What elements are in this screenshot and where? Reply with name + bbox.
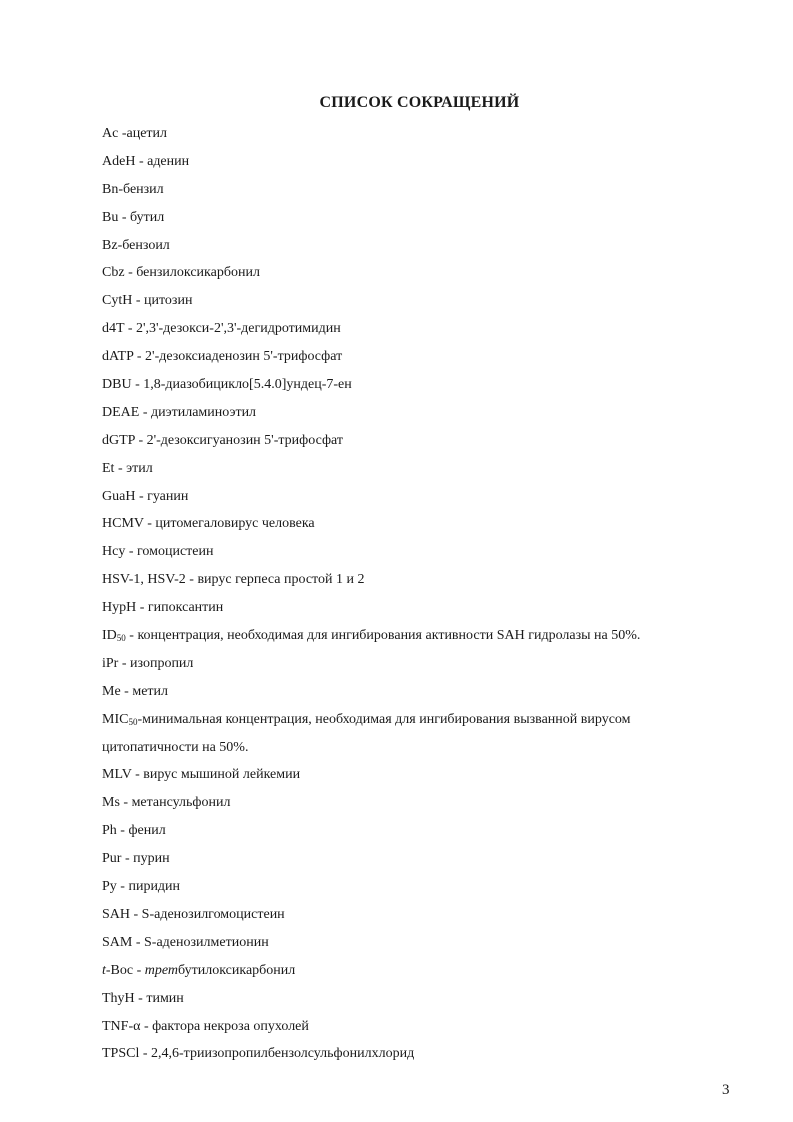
list-item: Et - этил: [102, 460, 153, 476]
list-item: [102, 706, 762, 762]
list-item: Pur - пурин: [102, 851, 170, 867]
list-item: TNF-α - фактора некроза опухолей: [102, 1018, 309, 1034]
list-item: $ID_{50}$ - концентрация, необходимая для ингибирования активности SAH гидролазы на 50%.: [102, 628, 641, 644]
list-item: HCMV - цитомегаловирус человека: [102, 516, 315, 532]
list-item-line-1: $MIC_{50}$-минимальная концентрация, необходимая для ингибирования вызванной вирусом: [102, 711, 631, 727]
list-item: Bn-бензил: [102, 181, 164, 197]
list-item: d4T - 2',3'-дезокси-2',3'-дегидротимидин: [102, 321, 341, 337]
list-item: SAM - S-аденозилметионин: [102, 934, 269, 950]
page-title: СПИСОК СОКРАЩЕНИЙ: [319, 94, 520, 111]
list-item: HSV-1, HSV-2 - вирус герпеса простой 1 и 2: [102, 572, 365, 588]
list-item: AdeH - аденин: [102, 153, 190, 169]
list-item: MLV - вирус мышиной лейкемии: [102, 767, 301, 783]
list-item: SAH - S-аденозилгомоцистеин: [102, 906, 285, 922]
list-item: Ph - фенил: [102, 823, 166, 839]
list-item: DBU - 1,8-диазобицикло[5.4.0]ундец-7-ен: [102, 377, 352, 393]
list-item: Ms - метансульфонил: [102, 795, 231, 811]
list-item: Py - пиридин: [102, 879, 181, 895]
list-item: TPSCl - 2,4,6-триизопропилбензолсульфонилхлорид: [102, 1046, 415, 1062]
list-item: Cbz - бензилоксикарбонил: [102, 265, 260, 281]
list-item: Bz-бензоил: [102, 237, 170, 253]
list-item: t-Boc - третбутилоксикарбонил: [102, 962, 296, 978]
list-item: iPr - изопропил: [102, 655, 194, 671]
list-item: Bu - бутил: [102, 209, 165, 225]
list-item-line-2: цитопатичности на 50%.: [102, 739, 249, 755]
list-item: Me - метил: [102, 683, 169, 699]
list-item: CytH - цитозин: [102, 293, 193, 309]
list-item: Hcy - гомоцистеин: [102, 544, 214, 560]
list-item: HypH - гипоксантин: [102, 600, 224, 616]
page-number: 3: [722, 1082, 730, 1098]
list-item: ThyH - тимин: [102, 990, 184, 1006]
list-item: DEAE - диэтиламиноэтил: [102, 404, 257, 420]
abbreviation-list: [102, 120, 762, 1068]
list-item: dGTP - 2'-дезоксигуанозин 5'-трифосфат: [102, 432, 343, 448]
list-item: GuaH - гуанин: [102, 488, 189, 504]
list-item: dATP - 2'-дезоксиаденозин 5'-трифосфат: [102, 349, 343, 365]
list-item: Ac -ацетил: [102, 126, 168, 141]
